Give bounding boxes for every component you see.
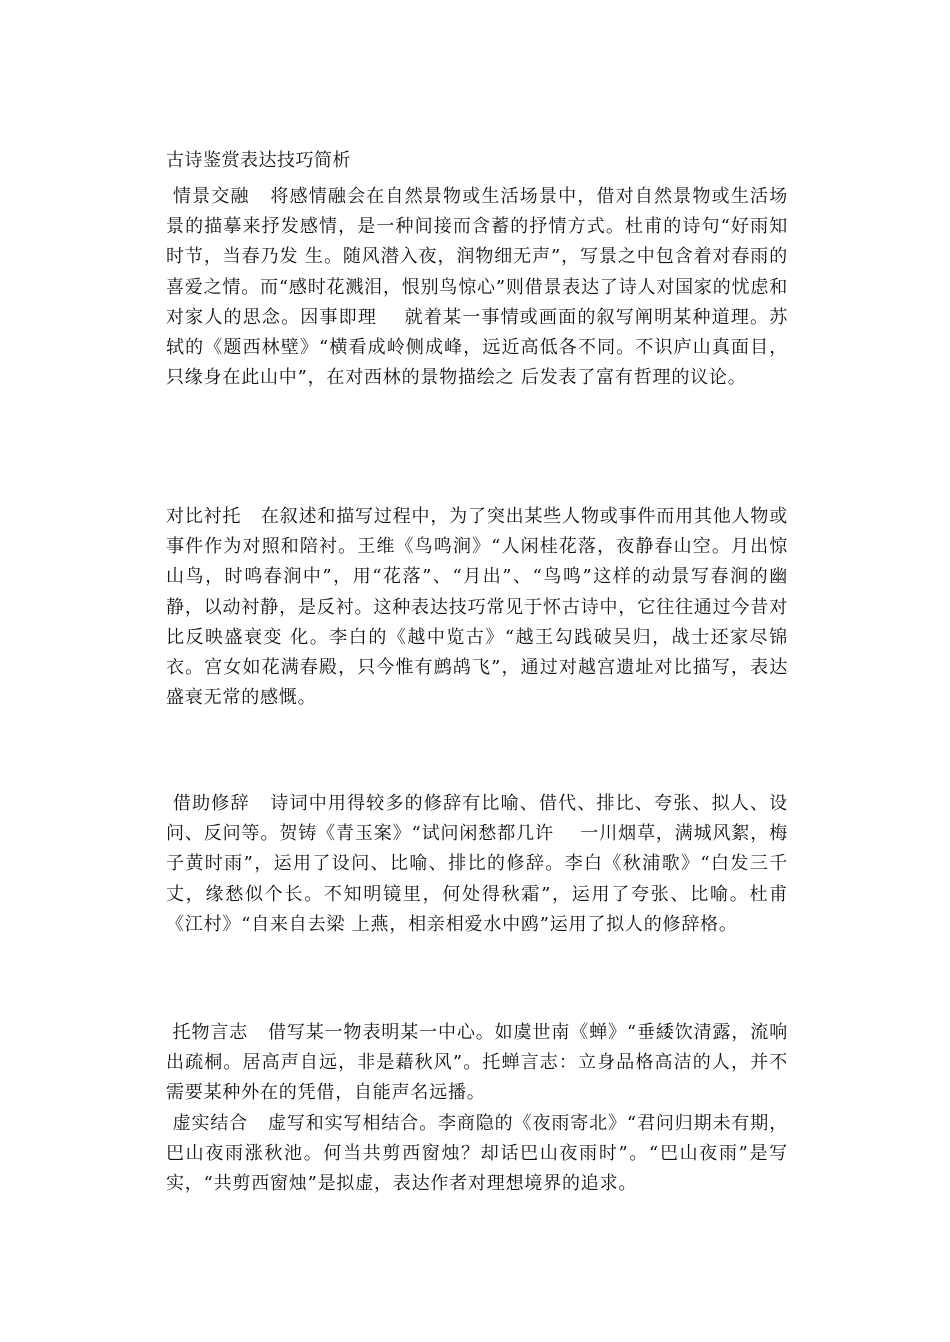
document-title: 古诗鉴赏表达技巧简析: [166, 150, 351, 171]
paragraph-virtual-real: 虚实结合 虚写和实写相结合。李商隐的《夜雨寄北》“君问归期未有期，巴山夜雨涨秋池。何当共剪西窗烛？却话巴山夜雨时”。“巴山夜雨”是写实，“共剪西窗烛”是拟虚，表达作者对理想境界的追求。: [166, 1113, 788, 1195]
paragraph-object-aspiration: 托物言志 借写某一物表明某一中心。如虞世南《蝉》“垂緌饮清露，流响出疏桐。居高声自远，非是藉秋风”。托蝉言志：立身品格高洁的人，并不需要某种外在的凭借，自能声名远播。: [166, 1022, 788, 1104]
paragraph-contrast: 对比衬托 在叙述和描写过程中，为了突出某些人物或事件而用其他人物或事件作为对照和陪衬。王维《鸟鸣涧》“人闲桂花落，夜静春山空。月出惊山鸟，时鸣春涧中”，用“花落”、“月出”、“鸟鸣”这样的动景写春涧的幽静，以动衬静，是反衬。这种表达技巧常见于怀古诗中，它往往通过今昔对比反映盛衰变 化。李白的《越中览古》“越王勾践破吴归，战士还家尽锦衣。宫女如花满春殿，只今惟有鹧鸪飞”，通过对越宫遗址对比描写，表达盛衰无常的感慨。: [166, 506, 788, 709]
paragraph-scene-emotion: 情景交融 将感情融会在自然景物或生活场景中，借对自然景物或生活场景的描摹来抒发感情，是一种间接而含蓄的抒情方式。杜甫的诗句“好雨知时节，当春乃发 生。随风潜入夜，润物细无声”，写景之中包含着对春雨的喜爱之情。而“感时花溅泪，恨别鸟惊心”则借景表达了诗人对国家的忧虑和对家人的思念。因事即理 就着某一事情或画面的叙写阐明某种道理。苏轼的《题西林壁》“横看成岭侧成峰，远近高低各不同。不识庐山真面目，只缘身在此山中”，在对西林的景物描绘之 后发表了富有哲理的议论。: [166, 186, 788, 389]
paragraph-rhetoric: 借助修辞 诗词中用得较多的修辞有比喻、借代、排比、夸张、拟人、设问、反问等。贺铸《青玉案》“试问闲愁都几许 一川烟草，满城风絮，梅子黄时雨”，运用了设问、比喻、排比的修辞。李白《秋浦歌》“白发三千丈，缘愁似个长。不知明镜里，何处得秋霜”，运用了夸张、比喻。杜甫《江村》“自来自去梁 上燕，相亲相爱水中鸥”运用了拟人的修辞格。: [166, 793, 788, 935]
